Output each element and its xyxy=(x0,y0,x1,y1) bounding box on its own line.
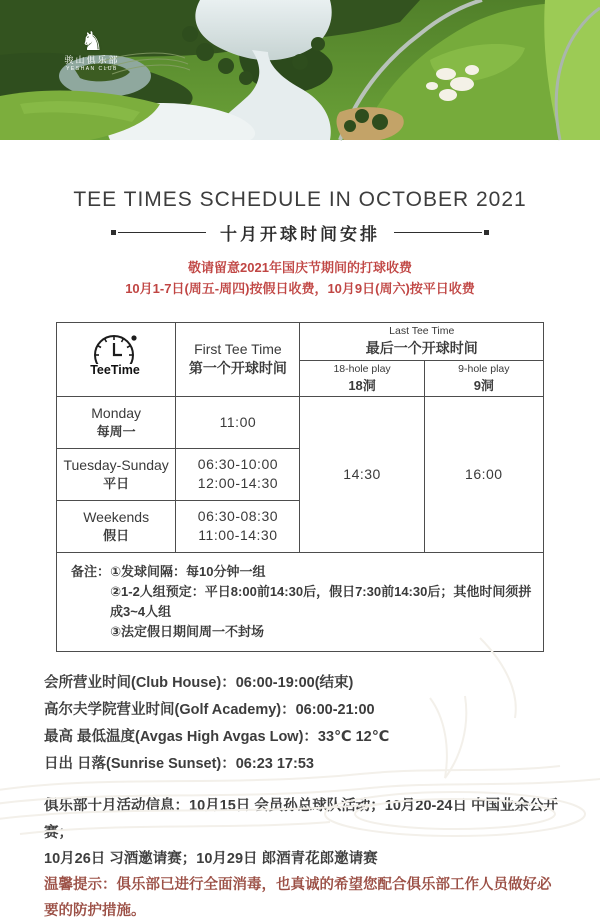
notice-line-2: 10月1-7日(周五-周四)按假日收费，10月9日(周六)按平日收费 xyxy=(125,280,475,296)
info-sunrise-sunset: 日出 日落(Sunrise Sunset)：06:23 17:53 xyxy=(44,755,314,772)
tee-time-schedule-table xyxy=(56,322,544,653)
day-tuesday-sunday-zh: 平日 xyxy=(103,475,130,491)
notice-line-1: 敬请留意2021年国庆节期间的打球收费 xyxy=(188,260,412,275)
first-tee-time-en: First Tee Time xyxy=(194,340,282,357)
note-item-3: ③法定假日期间周一不封场 xyxy=(110,624,265,640)
title-rule-right xyxy=(394,232,482,233)
horse-logo-icon: ♞ xyxy=(80,26,104,56)
tee-time-clock-icon xyxy=(84,331,148,383)
day-monday-en: Monday xyxy=(91,404,142,421)
schedule-table-wrap xyxy=(56,322,544,653)
page-title-chinese: 十月开球时间安排 xyxy=(220,225,380,244)
page-title-chinese-row xyxy=(0,220,600,245)
header-18-hole xyxy=(300,360,424,396)
last-tee-9-hole-cell xyxy=(424,396,543,552)
club-logo xyxy=(52,28,132,72)
last-tee-time-zh: 最后一个开球时间 xyxy=(365,339,478,356)
day-weekends-en: Weekends xyxy=(83,508,150,525)
first-tee-monday xyxy=(176,396,300,448)
holiday-pricing-notice xyxy=(0,258,600,300)
header-9-hole xyxy=(424,360,543,396)
first-tee-time-zh: 第一个开球时间 xyxy=(188,359,287,376)
first-tee-tuesday-sunday xyxy=(176,448,300,500)
first-tee-weekends-time-1: 06:30-08:30 xyxy=(197,508,279,525)
club-info-block xyxy=(44,670,560,777)
note-item-2: ②1-2人组预定：平日8:00前14:30后，假日7:30前14:30后；其他时间须拼成3~4人组 xyxy=(110,583,532,619)
header-9-hole-zh: 9洞 xyxy=(473,377,494,393)
day-weekends-zh: 假日 xyxy=(103,527,130,543)
first-tee-tuesday-sunday-time-1: 06:30-10:00 xyxy=(197,456,279,473)
first-tee-weekends xyxy=(176,500,300,552)
first-tee-monday-time: 11:00 xyxy=(219,413,257,430)
day-cell-monday xyxy=(57,396,176,448)
info-temperature: 最高 最低温度(Avgas High Avgas Low)：33℃ 12℃ xyxy=(44,728,390,745)
day-tuesday-sunday-en: Tuesday-Sunday xyxy=(63,456,169,473)
golf-course-photo xyxy=(0,0,600,140)
day-cell-weekends xyxy=(57,500,176,552)
day-monday-zh: 每周一 xyxy=(96,423,136,439)
warm-tip: 温馨提示：俱乐部已进行全面消毒，也真诚的希望您配合俱乐部工作人员做好必要的防护措施。 xyxy=(44,876,552,919)
title-rule-left xyxy=(118,232,206,233)
page-title-english: TEE TIMES SCHEDULE IN OCTOBER 2021 xyxy=(73,188,527,211)
last-tee-time-en: Last Tee Time xyxy=(389,324,455,337)
title-square-right xyxy=(484,230,489,235)
header-18-hole-en: 18-hole play xyxy=(333,362,391,375)
notes-cell xyxy=(57,552,544,652)
info-golf-academy-hours: 高尔夫学院营业时间(Golf Academy)：06:00-21:00 xyxy=(44,701,375,718)
activities-line-2: 10月26日 习酒邀请赛；10月29日 郎酒青花郎邀请赛 xyxy=(44,850,378,867)
first-tee-time-header xyxy=(176,322,300,396)
last-tee-9-hole-time: 16:00 xyxy=(465,465,503,482)
tee-time-clock-label: TeeTime xyxy=(90,362,140,377)
last-tee-18-hole-cell xyxy=(300,396,424,552)
activities-block xyxy=(44,793,560,923)
first-tee-tuesday-sunday-time-2: 12:00-14:30 xyxy=(197,475,279,492)
note-item-1: ①发球间隔：每10分钟一组 xyxy=(110,563,266,579)
day-cell-tuesday-sunday xyxy=(57,448,176,500)
last-tee-time-header xyxy=(300,322,544,360)
header-18-hole-zh: 18洞 xyxy=(348,377,376,393)
activities-line-1: 俱乐部十月活动信息：10月15日 会员孙总球队活动；10月20-24日 中国业余公开赛； xyxy=(44,798,559,841)
notes-items xyxy=(110,562,533,643)
table-row-notes xyxy=(57,552,544,652)
table-row-monday xyxy=(57,396,544,448)
club-name-english: YESHAN CLUB xyxy=(66,65,118,72)
info-club-house-hours: 会所营业时间(Club House)：06:00-19:00(结束) xyxy=(44,675,354,692)
header-9-hole-en: 9-hole play xyxy=(458,362,510,375)
tee-time-logo-cell xyxy=(57,322,176,396)
club-name-chinese: 骏山俱乐部 xyxy=(64,55,120,65)
first-tee-weekends-time-2: 11:00-14:30 xyxy=(198,527,278,544)
title-square-left xyxy=(111,230,116,235)
notes-label: 备注： xyxy=(71,563,111,579)
last-tee-18-hole-time: 14:30 xyxy=(343,465,381,482)
